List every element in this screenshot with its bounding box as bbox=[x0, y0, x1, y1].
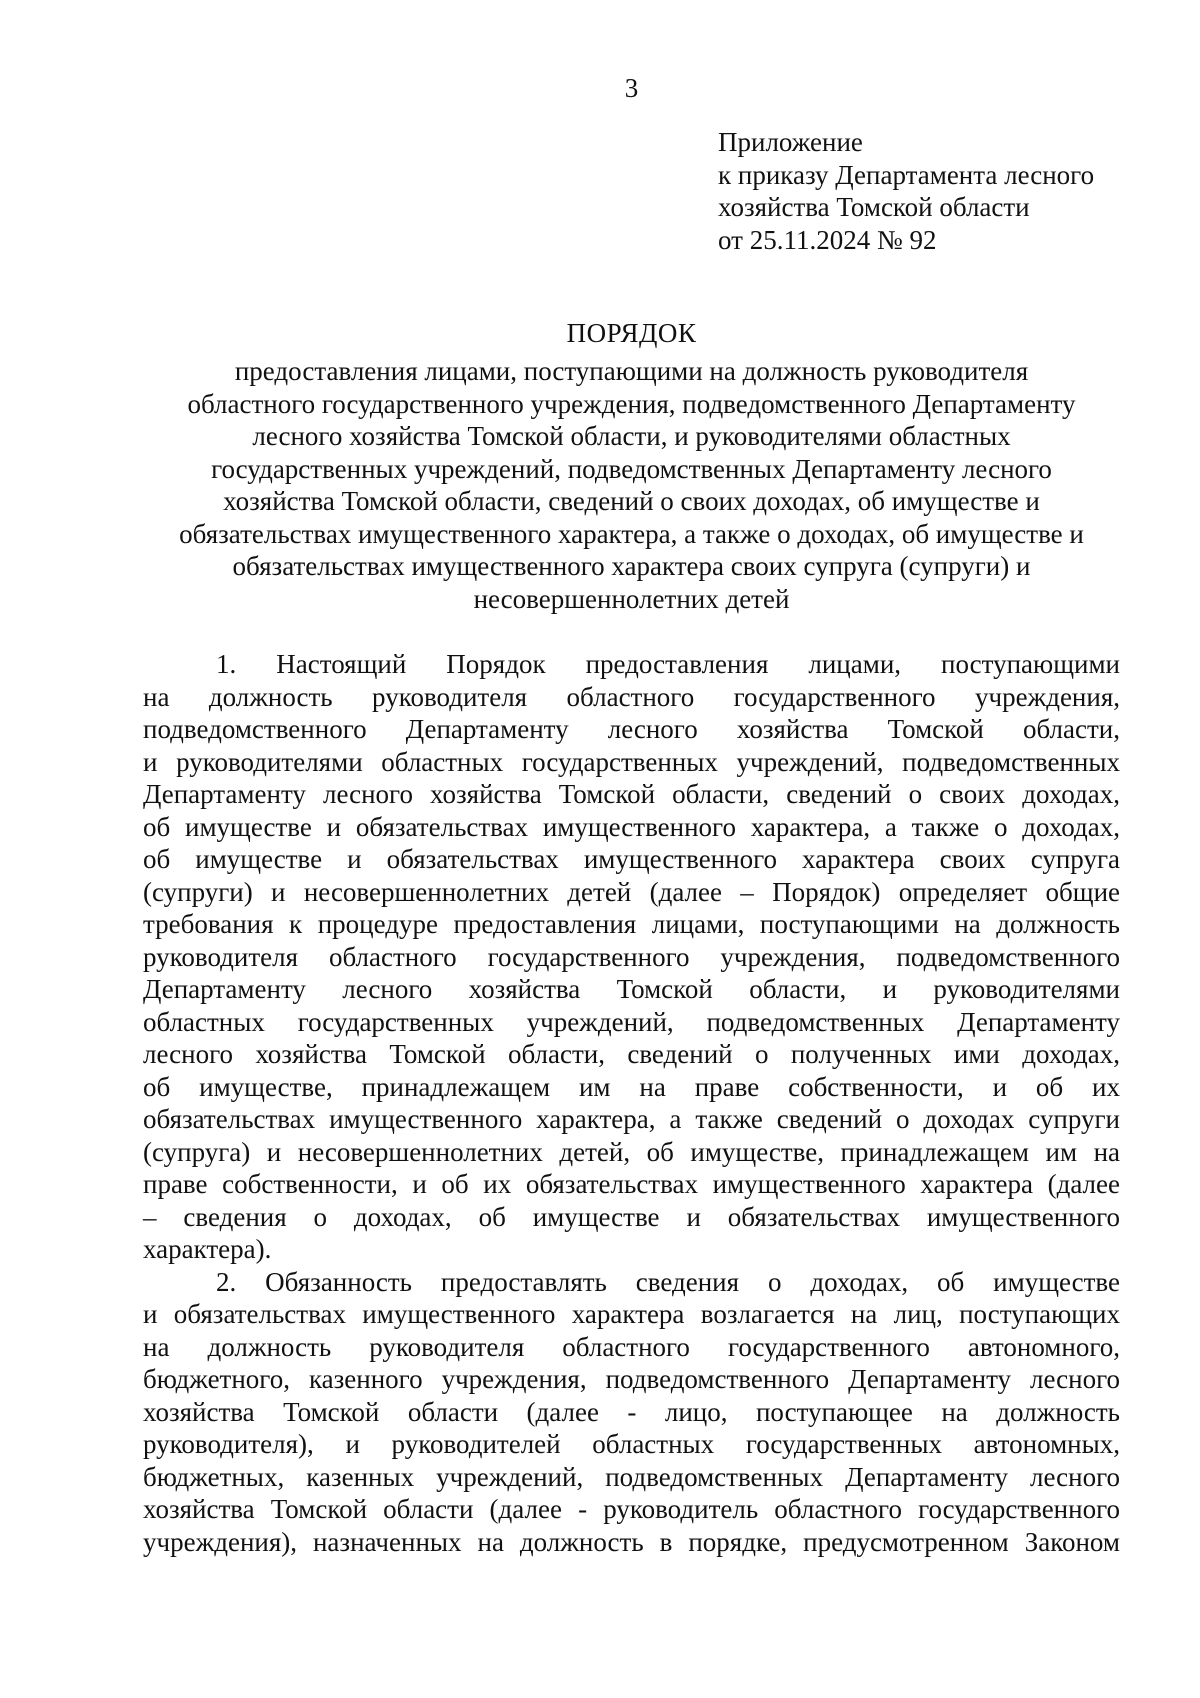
paragraph-line: бюджетных, казенных учреждений, подведомственных Департаменту лесного bbox=[143, 1461, 1120, 1492]
paragraph-line: обязательствах имущественного характера, а также сведений о доходах супруги bbox=[143, 1104, 1120, 1134]
paragraph-line: об имуществе и обязательствах имущественного характера, а также о доходах, bbox=[143, 811, 1120, 842]
subtitle-line: лесного хозяйства Томской области, и руководителями областных bbox=[252, 421, 1011, 451]
paragraph-line: Департаменту лесного хозяйства Томской области, сведений о своих доходах, bbox=[143, 779, 1120, 809]
paragraph-line: хозяйства Томской области (далее - лицо, поступающее на должность bbox=[143, 1396, 1120, 1427]
subtitle-line: государственных учреждений, подведомственных Департаменту лесного bbox=[211, 453, 1052, 484]
paragraph-line: – сведения о доходах, об имуществе и обязательствах имущественного bbox=[143, 1201, 1120, 1232]
document-subtitle bbox=[140, 355, 1123, 615]
subtitle-line: областного государственного учреждения, подведомственного Департаменту bbox=[187, 388, 1076, 419]
paragraph-line: лесного хозяйства Томской области, сведений о полученных ими доходах, bbox=[143, 1039, 1120, 1069]
paragraph-line: на должность руководителя областного государственного учреждения, bbox=[143, 681, 1120, 712]
paragraph-line: областных государственных учреждений, подведомственных Департаменту bbox=[143, 1006, 1120, 1037]
paragraph-line: требования к процедуре предоставления лицами, поступающими на должность bbox=[143, 909, 1120, 939]
paragraph-line: на должность руководителя областного государственного автономного, bbox=[143, 1331, 1120, 1362]
paragraph-line: характера). bbox=[143, 1234, 272, 1264]
paragraph-line: об имуществе, принадлежащем им на праве собственности, и об их bbox=[143, 1071, 1120, 1102]
subtitle-line: обязательствах имущественного характера своих супруга (супруги) и bbox=[232, 551, 1031, 581]
paragraph-line: и руководителями областных государственных учреждений, подведомственных bbox=[143, 746, 1120, 777]
document-body bbox=[143, 648, 1120, 1558]
paragraph-line: и обязательствах имущественного характера возлагается на лиц, поступающих bbox=[143, 1299, 1120, 1329]
paragraph-line: учреждения), назначенных на должность в порядке, предусмотренном Законом bbox=[143, 1526, 1120, 1557]
subtitle-line: обязательствах имущественного характера, а также о доходах, об имуществе и bbox=[179, 518, 1084, 549]
paragraph-line: 1. Настоящий Порядок предоставления лицами, поступающими bbox=[216, 649, 1120, 679]
paragraph-2 bbox=[143, 1266, 1120, 1559]
subtitle-line: хозяйства Томской области, сведений о своих доходах, об имуществе и bbox=[223, 486, 1040, 516]
appendix-line: к приказу Департамента лесного bbox=[718, 159, 1095, 190]
paragraph-line: руководителя), и руководителей областных государственных автономных, bbox=[143, 1429, 1120, 1459]
appendix-line: от 25.11.2024 № 92 bbox=[718, 224, 937, 255]
appendix-line: хозяйства Томской области bbox=[718, 192, 1030, 222]
paragraph-line: бюджетного, казенного учреждения, подведомственного Департаменту лесного bbox=[143, 1364, 1120, 1394]
appendix-line: Приложение bbox=[718, 127, 863, 157]
page-number: 3 bbox=[624, 73, 639, 103]
document-title: ПОРЯДОК bbox=[566, 318, 697, 348]
paragraph-line: (супруга) и несовершеннолетних детей, об имуществе, принадлежащем им на bbox=[143, 1136, 1120, 1167]
paragraph-line: об имуществе и обязательствах имущественного характера своих супруга bbox=[143, 844, 1120, 874]
appendix-header bbox=[718, 126, 1094, 256]
subtitle-line: несовершеннолетних детей bbox=[473, 583, 790, 614]
paragraph-line: праве собственности, и об их обязательствах имущественного характера (далее bbox=[143, 1169, 1120, 1199]
paragraph-line: подведомственного Департаменту лесного хозяйства Томской области, bbox=[143, 714, 1120, 744]
paragraph-1 bbox=[143, 648, 1120, 1266]
subtitle-line: предоставления лицами, поступающими на должность руководителя bbox=[234, 356, 1029, 386]
paragraph-line: (супруги) и несовершеннолетних детей (далее – Порядок) определяет общие bbox=[143, 876, 1120, 907]
paragraph-line: 2. Обязанность предоставлять сведения о доходах, об имуществе bbox=[216, 1266, 1120, 1297]
paragraph-line: хозяйства Томской области (далее - руководитель областного государственного bbox=[143, 1494, 1120, 1524]
paragraph-line: Департаменту лесного хозяйства Томской области, и руководителями bbox=[143, 974, 1120, 1004]
paragraph-line: руководителя областного государственного учреждения, подведомственного bbox=[143, 941, 1120, 972]
